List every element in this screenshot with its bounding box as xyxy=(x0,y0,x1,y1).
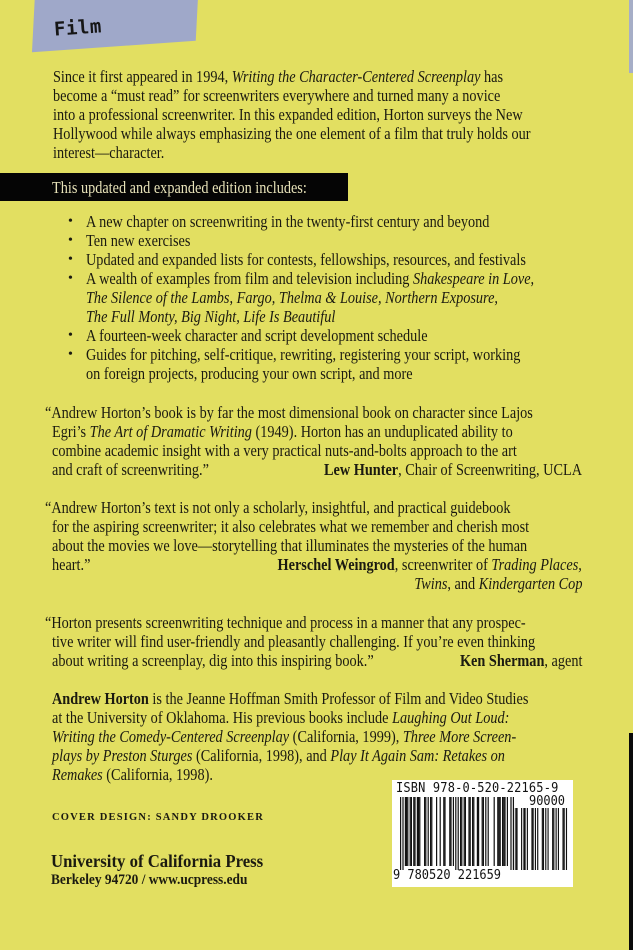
text-run: at the University of Oklahoma. His previous books include xyxy=(52,708,393,727)
barcode-bar xyxy=(485,797,486,866)
text-run: Guides for pitching, self-critique, rewriting, registering your script, working xyxy=(86,345,521,364)
barcode-bar xyxy=(465,797,466,866)
category-tag-label: Film xyxy=(53,15,103,41)
barcode-bar xyxy=(472,797,473,866)
text-run: combine academic insight with a very practical nuts-and-bolts approach to the art xyxy=(52,441,517,460)
barcode-bar xyxy=(507,797,508,866)
italic-title: Kindergarten Cop xyxy=(478,574,582,593)
text-run: A wealth of examples from film and television including xyxy=(86,269,413,288)
barcode-bar xyxy=(482,797,483,866)
text-run: for the aspiring screenwriter; it also celebrates what we remember and cherish most xyxy=(52,517,530,536)
barcode-bar xyxy=(414,797,415,866)
barcode-bar xyxy=(503,797,504,866)
addon-bar xyxy=(548,808,549,870)
barcode-bar xyxy=(510,797,511,870)
barcode-bar xyxy=(483,797,484,866)
attribution-role: , agent xyxy=(543,651,582,670)
price-code-text: 90000 xyxy=(529,794,566,809)
italic-title: Three More Screen- xyxy=(402,727,517,746)
text-run: “Andrew Horton’s text is not only a scholarly, insightful, and practical guidebook xyxy=(45,498,511,517)
addon-bar xyxy=(543,808,544,870)
text-run: tive writer will find user-friendly and pleasantly challenging. If you’re even thinking xyxy=(52,632,536,651)
text-run: interest—character. xyxy=(53,143,165,162)
barcode-bar xyxy=(428,797,429,866)
barcode-bar xyxy=(418,797,419,866)
bullet-icon: • xyxy=(68,214,73,229)
barcode-bar xyxy=(440,797,441,866)
barcode-bar xyxy=(419,797,420,866)
addon-bar xyxy=(513,808,514,870)
italic-title: Writing the Comedy-Centered Screenplay xyxy=(52,727,290,746)
barcode-bar xyxy=(407,797,408,866)
publisher-name: University of California Press xyxy=(51,851,264,871)
barcode-bar xyxy=(436,797,437,866)
barcode-bar xyxy=(497,797,498,866)
text-run: “Horton presents screenwriting technique and process in a manner that any prospec- xyxy=(45,613,526,632)
text-run: A fourteen-week character and script development schedule xyxy=(86,326,428,345)
italic-title: plays by Preston Sturges xyxy=(52,746,193,765)
barcode-bar xyxy=(402,797,403,870)
text-run: Since it first appeared in 1994, xyxy=(53,67,232,86)
barcode-bar xyxy=(444,797,445,866)
text-run: on foreign projects, producing your own script, and more xyxy=(86,364,413,383)
barcode-bar xyxy=(494,797,495,866)
addon-bar xyxy=(564,808,565,870)
text-run: (California, 1999), xyxy=(289,727,403,746)
barcode-bar xyxy=(502,797,503,866)
barcode-bar xyxy=(411,797,412,866)
addon-bar xyxy=(527,808,528,870)
text-run: Egri’s xyxy=(52,422,90,441)
addon-bar xyxy=(533,808,534,870)
italic-title: Laughing Out Loud: xyxy=(392,708,510,727)
text-run: heart.” xyxy=(52,555,91,574)
barcode-bar xyxy=(477,797,478,866)
attribution-role: , Chair of Screenwriting, UCLA xyxy=(398,460,582,479)
text-run: about the movies we love—storytelling that illuminates the mysteries of the human xyxy=(52,536,528,555)
italic-title: The Art of Dramatic Writing xyxy=(89,422,252,441)
barcode-bar xyxy=(504,797,505,866)
italic-title: The Full Monty, Big Night, Life Is Beautiful xyxy=(86,307,336,326)
features-banner-text: This updated and expanded edition includes: xyxy=(52,178,307,197)
addon-bar xyxy=(542,808,543,870)
publisher-address: Berkeley 94720 / www.ucpress.edu xyxy=(51,872,248,888)
barcode-bar xyxy=(470,797,471,866)
bullet-icon: • xyxy=(68,328,73,343)
barcode-bar xyxy=(468,797,469,866)
addon-bar xyxy=(525,808,526,870)
italic-title: Twins xyxy=(413,574,447,593)
barcode-bar xyxy=(425,797,426,866)
barcode-bar xyxy=(464,797,465,866)
addon-bar xyxy=(552,808,553,870)
text-run: (California, 1998), and xyxy=(192,746,331,765)
barcode-bar xyxy=(424,797,425,866)
barcode-bar xyxy=(431,797,432,866)
addon-bar xyxy=(553,808,554,870)
ean-digits: 9 780520 221659 xyxy=(393,868,502,883)
barcode-bar xyxy=(450,797,451,866)
barcode-bar xyxy=(478,797,479,866)
text-run: has xyxy=(480,67,504,86)
addon-bar xyxy=(566,808,567,870)
addon-bar xyxy=(562,808,563,870)
addon-bar xyxy=(531,808,532,870)
text-run: into a professional screenwriter. In this expanded edition, Horton surveys the New xyxy=(53,105,523,124)
barcode-bar xyxy=(406,797,407,866)
text-run: Hollywood while always emphasizing the one element of a film that truly holds our xyxy=(53,124,531,143)
barcode-bar xyxy=(405,797,406,866)
italic-title: Trading Places, xyxy=(491,555,582,574)
barcode-bar xyxy=(458,797,459,870)
barcode-bar xyxy=(413,797,414,866)
barcode-bar xyxy=(498,797,499,866)
addon-bar xyxy=(516,808,517,870)
author-name: Andrew Horton xyxy=(52,689,149,708)
italic-title: Play It Again Sam: Retakes on xyxy=(330,746,505,765)
italic-title: Remakes xyxy=(52,765,103,784)
barcode-bar xyxy=(400,797,401,870)
bullet-icon: • xyxy=(68,252,73,267)
text-run: and craft of screenwriting.” xyxy=(52,460,209,479)
cover-design-credit: COVER DESIGN: SANDY DROOKER xyxy=(52,812,264,823)
addon-bar xyxy=(521,808,522,870)
bullet-icon: • xyxy=(68,271,73,286)
bullet-icon: • xyxy=(68,233,73,248)
addon-bar xyxy=(523,808,524,870)
addon-bar xyxy=(556,808,557,870)
barcode-bar xyxy=(449,797,450,866)
addon-bar xyxy=(515,808,516,870)
text-run: (California, 1998). xyxy=(102,765,213,784)
italic-title: Writing the Character-Centered Screenplay xyxy=(231,67,481,86)
addon-bar xyxy=(558,808,559,870)
barcode-bar xyxy=(453,797,454,866)
text-run: “Andrew Horton’s book is by far the most dimensional book on character since Lajos xyxy=(45,403,533,422)
attribution-role: , screenwriter of xyxy=(394,555,492,574)
isbn-text: ISBN 978-0-520-22165-9 xyxy=(396,781,559,796)
text-run: become a “must read” for screenwriters everywhere and turned many a novice xyxy=(53,86,501,105)
barcode-bar xyxy=(500,797,501,866)
italic-title: The Silence of the Lambs, Fargo, Thelma & Louise, Northern Exposure, xyxy=(86,288,498,307)
text-run: (1949). Horton has an unduplicated ability to xyxy=(251,422,513,441)
barcode-bar xyxy=(417,797,418,866)
barcode-bar xyxy=(455,797,456,870)
bullet-icon: • xyxy=(68,347,73,362)
barcode-bar xyxy=(430,797,431,866)
text-run: about writing a screenplay, dig into this inspiring book.” xyxy=(52,651,374,670)
text-run: Ten new exercises xyxy=(86,231,191,250)
text-run: A new chapter on screenwriting in the twenty-first century and beyond xyxy=(86,212,490,231)
attribution-name: Ken Sherman xyxy=(459,651,544,670)
text-run: is the Jeanne Hoffman Smith Professor of Film and Video Studies xyxy=(148,689,529,708)
attribution-name: Herschel Weingrod xyxy=(277,555,395,574)
barcode-bar xyxy=(473,797,474,866)
barcode-bar xyxy=(410,797,411,866)
addon-bar xyxy=(545,808,546,870)
addon-bar xyxy=(537,808,538,870)
text-run: , and xyxy=(446,574,479,593)
barcode-bar xyxy=(443,797,444,866)
addon-bar xyxy=(535,808,536,870)
text-run: Updated and expanded lists for contests, fellowships, resources, and festivals xyxy=(86,250,526,269)
barcode-bar xyxy=(461,797,462,866)
italic-title: Shakespeare in Love, xyxy=(412,269,535,288)
barcode-bar xyxy=(460,797,461,866)
attribution-name: Lew Hunter xyxy=(323,460,399,479)
barcode-bar xyxy=(488,797,489,866)
